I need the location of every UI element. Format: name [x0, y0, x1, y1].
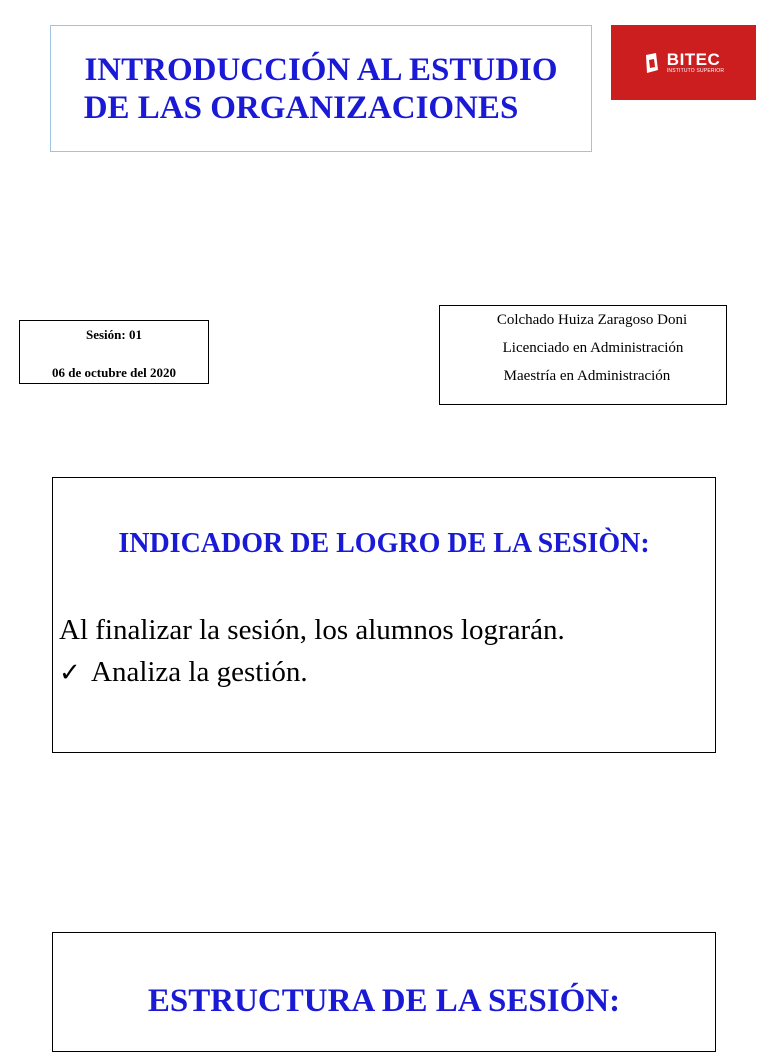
bitec-logo-icon — [643, 52, 661, 74]
achievement-indicator-box — [52, 477, 716, 753]
logo-subtitle: INSTITUTO SUPERIOR — [666, 68, 725, 74]
indicator-item-text: Analiza la gestión. — [91, 656, 308, 688]
author-degree: Licenciado en Administración — [502, 340, 684, 356]
bitec-logo — [611, 25, 756, 100]
session-info-box — [19, 320, 209, 384]
document-title-line-2: DE LAS ORGANIZACIONES — [83, 89, 519, 126]
author-info-box — [439, 305, 727, 405]
indicator-intro-text: Al finalizar la sesión, los alumnos lograrán. — [59, 614, 565, 646]
check-icon: ✓ — [59, 657, 81, 687]
author-name: Colchado Huiza Zaragoso Doni — [496, 312, 688, 328]
document-title-box — [50, 25, 592, 152]
indicator-heading: INDICADOR DE LOGRO DE LA SESIÒN: — [118, 528, 650, 559]
document-title-line-1: INTRODUCCIÓN AL ESTUDIO — [84, 51, 558, 88]
list-item — [59, 656, 308, 689]
author-masters: Maestría en Administración — [503, 368, 671, 384]
session-number: Sesión: 01 — [86, 327, 142, 342]
structure-heading: ESTRUCTURA DE LA SESIÓN: — [147, 983, 621, 1019]
session-date: 06 de octubre del 2020 — [52, 365, 176, 380]
session-structure-box — [52, 932, 716, 1052]
logo-name: BITEC — [666, 50, 721, 69]
